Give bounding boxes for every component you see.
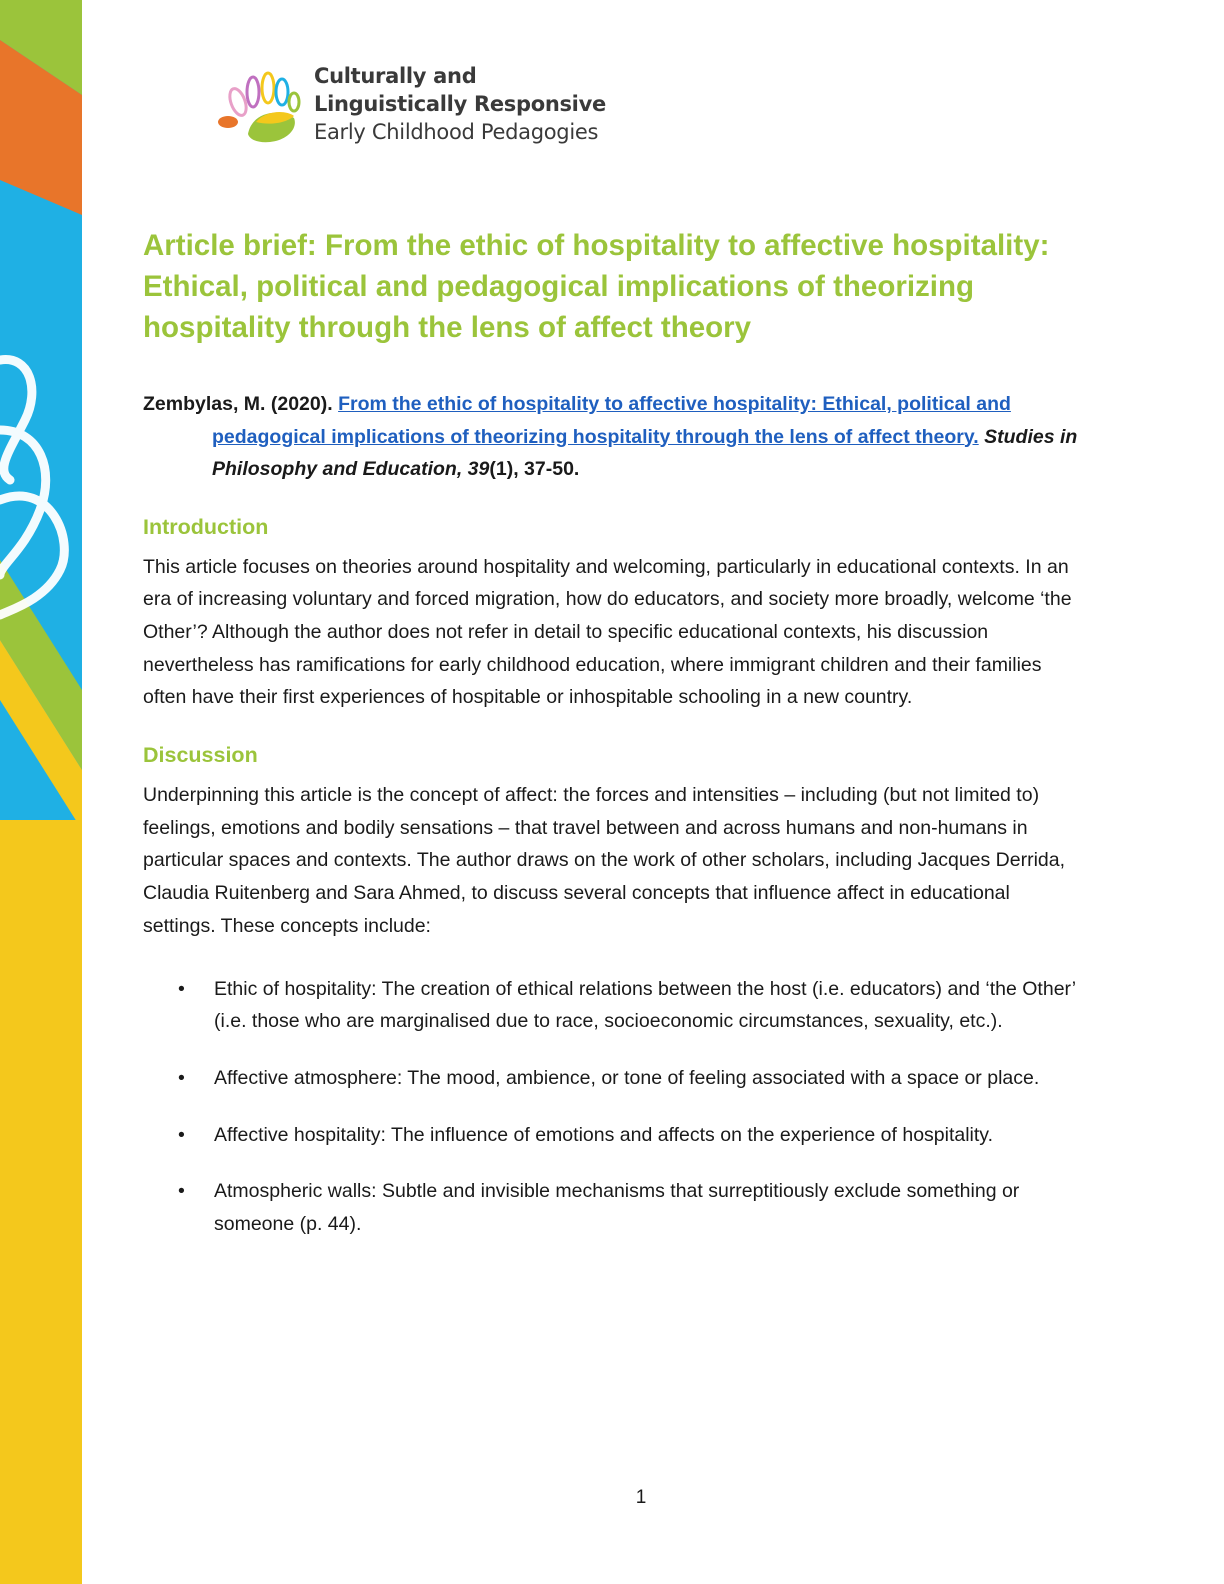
bullet-icon: • bbox=[178, 1180, 185, 1203]
bullet-icon: • bbox=[178, 977, 185, 1000]
discussion-heading: Discussion bbox=[143, 743, 258, 768]
list-item-text: Affective hospitality: The influence of emotions and affects on the experience of hospitality. bbox=[214, 1123, 994, 1146]
concepts-list bbox=[143, 973, 1083, 1241]
citation-author: Zembylas, M. (2020). bbox=[143, 393, 333, 415]
brand-name-line1: Culturally and bbox=[314, 64, 477, 88]
list-item bbox=[143, 1175, 1083, 1240]
list-item-text: Affective atmosphere: The mood, ambience, or tone of feeling associated with a space or place. bbox=[214, 1066, 1040, 1089]
list-item bbox=[143, 1119, 1083, 1152]
list-item-text: Ethic of hospitality: The creation of ethical relations between the host (i.e. educators) and ‘the Other’ (i.e. those who are marginalised due to race, socioeconomic circumstances, sexuality, etc.). bbox=[214, 977, 1076, 1033]
citation-journal: Studies in Philosophy and Education, 39 bbox=[212, 425, 1078, 480]
citation-issue: (1), 37-50. bbox=[489, 458, 580, 480]
list-item bbox=[143, 1062, 1083, 1095]
brand-logo bbox=[216, 62, 606, 146]
introduction-text: This article focuses on theories around hospitality and welcoming, particularly in educational contexts. In an era of increasing voluntary and forced migration, how do educators, and society more broadly, welcome ‘the Other’? Although the author does not refer in detail to specific educational contexts, his discussion nevertheless has ramifications for early childhood education, where immigrant children and their families often have their first experiences of hospitable or inhospitable schooling in a new country. bbox=[143, 555, 1072, 709]
page-title: Article brief: From the ethic of hospitality to affective hospitality: Ethical, political and pedagogical implications of theorizing hospitality through the lens of affect theory bbox=[143, 229, 1050, 344]
article-link[interactable]: From the ethic of hospitality to affective hospitality: Ethical, political and pedagogical implications of theorizing hospitality through the lens of affect theory. bbox=[212, 393, 1011, 448]
citation bbox=[143, 388, 1083, 486]
bullet-icon: • bbox=[178, 1066, 185, 1089]
brand-name-line3: Early Childhood Pedagogies bbox=[314, 120, 599, 144]
discussion-text: Underpinning this article is the concept of affect: the forces and intensities – including (but not limited to) feelings, emotions and bodily sensations – that travel between and across humans and non-humans in particular spaces and contexts. The author draws on the work of other scholars, including Jacques Derrida, Claudia Ruitenberg and Sara Ahmed, to discuss several concepts that influence affect in educational settings. These concepts include: bbox=[143, 784, 1066, 937]
introduction-heading: Introduction bbox=[143, 514, 269, 539]
page-number: 1 bbox=[635, 1487, 647, 1508]
list-item-text: Atmospheric walls: Subtle and invisible mechanisms that surreptitiously exclude something or someone (p. 44). bbox=[214, 1180, 1020, 1236]
bullet-icon: • bbox=[178, 1123, 185, 1146]
document-body bbox=[143, 225, 1083, 1265]
brand-name-line2: Linguistically Responsive bbox=[314, 92, 606, 116]
hand-print-icon bbox=[216, 64, 306, 144]
list-item bbox=[143, 973, 1083, 1038]
decorative-side-band bbox=[0, 0, 82, 1584]
